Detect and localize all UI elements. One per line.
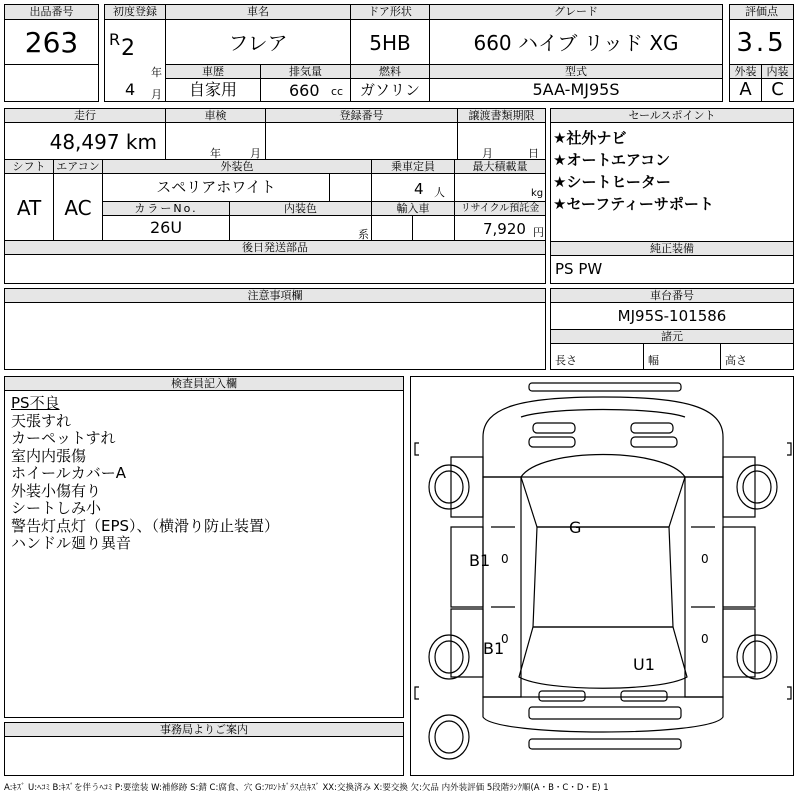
- sales-point: ★オートエアコン: [553, 151, 671, 169]
- ac-value: AC: [53, 173, 103, 241]
- notes-label: 注意事項欄: [4, 288, 546, 303]
- era: R: [109, 30, 121, 49]
- inspection-month: 月: [250, 147, 261, 160]
- notes-box: [4, 302, 546, 370]
- month-unit: 月: [151, 88, 162, 101]
- displacement-value: 660: [289, 81, 320, 100]
- score-label: 評価点: [729, 4, 794, 20]
- month-num: 4: [125, 80, 136, 99]
- lot-no-label: 出品番号: [4, 4, 99, 20]
- length-box: [550, 343, 644, 370]
- inspection-label: 車検: [165, 108, 266, 123]
- chassis-value: MJ95S-101586: [550, 302, 794, 330]
- year-num: 2: [121, 36, 135, 61]
- dims-label: 諸元: [550, 329, 794, 344]
- capacity-value: 4: [414, 180, 424, 198]
- later-parts-value: [4, 254, 546, 284]
- door-label: ドア形状: [350, 4, 430, 20]
- transfer-month: 月: [482, 147, 493, 160]
- int-color-box: [229, 215, 372, 241]
- color-no-value: 26U: [102, 215, 230, 241]
- int-color-unit: 系: [358, 228, 369, 241]
- import-box-b: [412, 215, 455, 241]
- fuel-label: 燃料: [350, 64, 430, 79]
- recycle-box: [454, 215, 546, 241]
- car-name-label: 車名: [165, 4, 351, 20]
- load-label: 最大積載量: [454, 159, 546, 174]
- import-box-a: [371, 215, 413, 241]
- reg-no-label: 登録番号: [265, 108, 458, 123]
- lot-no-blank: [4, 64, 99, 102]
- car-diagram: [411, 377, 794, 776]
- sales-point: ★社外ナビ: [553, 129, 627, 147]
- header-section: [4, 4, 794, 102]
- inspector-line: 警告灯点灯（EPS）、（横滑り防止装置）: [11, 516, 280, 535]
- shift-value: AT: [4, 173, 54, 241]
- displacement-box: [260, 78, 351, 102]
- sales-points-box: [550, 122, 794, 242]
- model-label: 型式: [429, 64, 723, 79]
- office-box: [4, 736, 404, 776]
- inspector-line: シートしみ小: [11, 499, 102, 517]
- door-zero-mark: 0: [501, 552, 509, 566]
- recycle-value: 7,920: [483, 220, 526, 238]
- height-box: [720, 343, 794, 370]
- inspector-line: ハンドル廻り異音: [11, 534, 132, 552]
- length-label: 長さ: [555, 354, 577, 367]
- displacement-label: 排気量: [260, 64, 351, 79]
- sales-point: ★シートヒーター: [553, 173, 671, 191]
- load-unit: kg: [531, 188, 544, 199]
- transfer-day: 日: [528, 147, 539, 160]
- car-diagram-box: [410, 376, 794, 776]
- grade-value: 660 ハイブ リッド XG: [429, 19, 723, 65]
- inspector-line: カーペットすれ: [11, 429, 116, 447]
- inspector-line: PS不良: [11, 394, 60, 412]
- year-unit: 年: [151, 66, 162, 79]
- first-reg-box: [104, 19, 166, 102]
- score-value: 3.5: [729, 19, 794, 65]
- displacement-unit: cc: [331, 85, 344, 98]
- damage-mark-b1-rear: B1: [483, 639, 505, 658]
- lot-no: 263: [4, 19, 99, 65]
- inspector-label: 検査員記入欄: [4, 376, 404, 391]
- inspector-line: 外装小傷有り: [11, 481, 102, 500]
- door-zero-mark: 0: [701, 552, 709, 566]
- sales-point: ★セーフティーサポート: [553, 195, 714, 213]
- inspection-year: 年: [210, 147, 221, 160]
- capacity-box: [371, 173, 455, 202]
- exterior-value: A: [729, 78, 762, 102]
- details-section: [4, 108, 546, 284]
- ext-color-label: 外装色: [102, 159, 372, 174]
- reg-no-value: [265, 122, 458, 160]
- recycle-unit: 円: [533, 226, 544, 239]
- capacity-label: 乗車定員: [371, 159, 455, 174]
- width-box: [643, 343, 721, 370]
- capacity-unit: 人: [434, 186, 445, 199]
- color-no-label: カラーNo.: [102, 201, 230, 216]
- first-reg-label: 初度登録: [104, 4, 166, 20]
- history-label: 車歴: [165, 64, 261, 79]
- door-zero-mark: 0: [501, 632, 509, 646]
- interior-value: C: [761, 78, 794, 102]
- transfer-box: [457, 122, 546, 160]
- legend: A:ｷｽﾞ U:ﾍｺﾐ B:ｷｽﾞを伴うﾍｺﾐ P:要塗装 W:補修跡 S:錆 C:腐食、穴 G:ﾌﾛﾝﾄｶﾞﾗｽ点ｷｽﾞ XX:交換済み X:要交換 欠:欠品 内外装評価 5段階ﾗﾝｸ順(A・B・C・D・E) 1: [4, 783, 609, 793]
- int-color-label: 内装色: [229, 201, 372, 216]
- damage-mark-u1: U1: [633, 655, 655, 674]
- ac-label: エアコン: [53, 159, 103, 174]
- exterior-label: 外装: [729, 64, 762, 79]
- mileage-value: 48,497 km: [4, 122, 166, 160]
- damage-mark-b1-door: B1: [469, 551, 491, 570]
- door-value: 5HB: [350, 19, 430, 65]
- sales-points-label: セールスポイント: [550, 108, 794, 123]
- car-name: フレア: [165, 19, 351, 65]
- chassis-label: 車台番号: [550, 288, 794, 303]
- load-box: [454, 173, 546, 202]
- recycle-label: リサイクル預託金: [454, 201, 546, 216]
- shift-label: シフト: [4, 159, 54, 174]
- door-zero-mark: 0: [701, 632, 709, 646]
- ext-color-value: スペリアホワイト: [102, 173, 330, 202]
- later-parts-label: 後日発送部品: [4, 240, 546, 255]
- width-label: 幅: [648, 354, 659, 367]
- interior-label: 内装: [761, 64, 794, 79]
- inspector-line: 天張すれ: [11, 411, 72, 430]
- mileage-label: 走行: [4, 108, 166, 123]
- inspector-line: 室内内張傷: [11, 446, 87, 465]
- grade-label: グレード: [429, 4, 723, 20]
- fuel-value: ガソリン: [350, 78, 430, 102]
- inspector-line: ホイールカバーA: [11, 464, 126, 482]
- inspection-box: [165, 122, 266, 160]
- office-label: 事務局よりご案内: [4, 722, 404, 737]
- transfer-label: 譲渡書類期限: [457, 108, 546, 123]
- equipment-value: PS PW: [550, 255, 794, 284]
- inspector-box: [4, 390, 404, 718]
- import-label: 輸入車: [371, 201, 455, 216]
- damage-mark-g: G: [569, 518, 582, 537]
- history-value: 自家用: [165, 78, 261, 102]
- equipment-label: 純正装備: [550, 241, 794, 256]
- height-label: 高さ: [725, 354, 747, 367]
- ext-color-blank: [329, 173, 372, 202]
- model-value: 5AA-MJ95S: [429, 78, 723, 102]
